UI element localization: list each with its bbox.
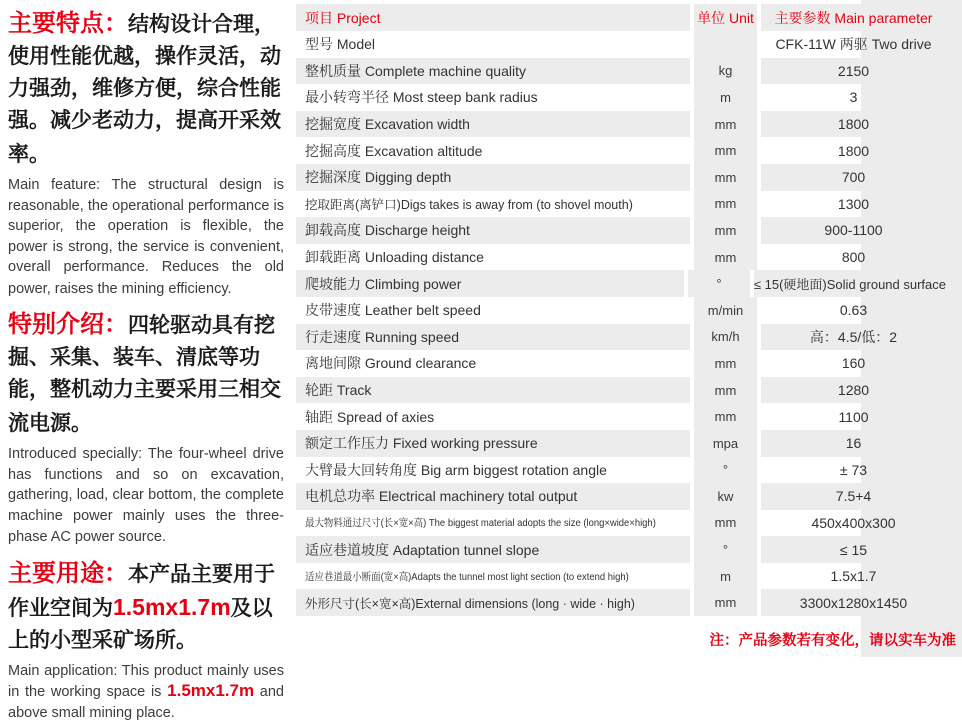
- table-row: [296, 217, 962, 244]
- header-unit: 单位 Unit: [694, 4, 757, 31]
- spec-project-cell: 额定工作压力 Fixed working pressure: [296, 430, 690, 457]
- table-header-row: [296, 4, 962, 31]
- spec-value-cell: 1300: [761, 191, 962, 218]
- spec-value-cell: 700: [761, 164, 962, 191]
- spec-value-cell: 1800: [761, 111, 962, 138]
- table-row: [296, 84, 962, 111]
- spec-unit-cell: mm: [694, 510, 757, 537]
- spec-value-cell: 160: [761, 350, 962, 377]
- spec-unit-cell: [694, 31, 757, 58]
- spec-project-cell: 整机质量 Complete machine quality: [296, 58, 690, 85]
- spec-project-cell: 外形尺寸(长×宽×高)External dimensions (long · wide · high): [296, 589, 690, 616]
- spec-project-cell: 挖掘高度 Excavation altitude: [296, 137, 690, 164]
- table-row: [296, 457, 962, 484]
- main-feature-paragraph-cn: [8, 8, 284, 171]
- main-feature-paragraph-en: [8, 175, 284, 299]
- spec-unit-cell: mm: [694, 164, 757, 191]
- spec-value-cell: 900-1100: [761, 217, 962, 244]
- header-parameter: 主要参数 Main parameter: [761, 4, 962, 31]
- spec-project-cell: 最大物料通过尺寸(长×宽×高) The biggest material adopts the size (long×wide×high): [296, 510, 690, 537]
- spec-project-cell: 轮距 Track: [296, 377, 690, 404]
- table-row: [296, 563, 962, 590]
- spec-project-cell: 适应巷道最小断面(宽×高)Adapts the tunnel most light section (to extend high): [296, 563, 690, 590]
- table-row: [296, 191, 962, 218]
- spec-unit-cell: kw: [694, 483, 757, 510]
- spec-unit-cell: mm: [694, 350, 757, 377]
- spec-value-cell: ≤ 15(硬地面)Solid ground surface: [754, 270, 962, 297]
- spec-project-cell: 卸载距离 Unloading distance: [296, 244, 690, 271]
- spec-value-cell: 3: [761, 84, 962, 111]
- table-row: [296, 324, 962, 351]
- header-project: 项目 Project: [296, 4, 690, 31]
- spec-value-cell: 1800: [761, 137, 962, 164]
- table-row: [296, 589, 962, 616]
- spec-value-cell: 1.5x1.7: [761, 563, 962, 590]
- table-row: [296, 31, 962, 58]
- table-row: [296, 510, 962, 537]
- spec-unit-cell: kg: [694, 58, 757, 85]
- spec-project-cell: 行走速度 Running speed: [296, 324, 690, 351]
- spec-unit-cell: mm: [694, 217, 757, 244]
- spec-project-cell: 爬坡能力 Climbing power: [296, 270, 684, 297]
- spec-value-cell: 1100: [761, 403, 962, 430]
- table-row: [296, 297, 962, 324]
- spec-value-cell: 0.63: [761, 297, 962, 324]
- left-panel: [0, 0, 292, 723]
- spec-project-cell: 挖取距离(离铲口)Digs takes is away from (to shovel mouth): [296, 191, 690, 218]
- table-row: [296, 137, 962, 164]
- table-row: [296, 377, 962, 404]
- spec-unit-cell: mm: [694, 137, 757, 164]
- spec-unit-cell: m/min: [694, 297, 757, 324]
- main-feature-text-en: Main feature: The structural design is reasonable, the operational performance is superior, the operation is flexible, the power is strong, the service is convenient, overall performance. Reduces the old power, raises the mining efficiency.: [8, 177, 284, 297]
- table-row: [296, 483, 962, 510]
- spec-value-cell: ± 73: [761, 457, 962, 484]
- main-application-heading: 主要用途：: [8, 560, 128, 587]
- spec-project-cell: 适应巷道坡度 Adaptation tunnel slope: [296, 536, 690, 563]
- main-feature-text-cn: 结构设计合理，使用性能优越，操作灵活，动力强劲，维修方便，综合性能强。减少老动力，提高开采效率。: [8, 13, 281, 166]
- table-row: [296, 403, 962, 430]
- spec-value-cell: 1280: [761, 377, 962, 404]
- spec-unit-cell: mm: [694, 191, 757, 218]
- spec-unit-cell: mm: [694, 377, 757, 404]
- spec-project-cell: 离地间隙 Ground clearance: [296, 350, 690, 377]
- spec-project-cell: 电机总功率 Electrical machinery total output: [296, 483, 690, 510]
- spec-unit-cell: km/h: [694, 324, 757, 351]
- spec-unit-cell: mm: [694, 244, 757, 271]
- table-row: [296, 164, 962, 191]
- table-row: [296, 111, 962, 138]
- spec-project-cell: 皮带速度 Leather belt speed: [296, 297, 690, 324]
- spec-project-cell: 最小转弯半径 Most steep bank radius: [296, 84, 690, 111]
- spec-value-cell: 3300x1280x1450: [761, 589, 962, 616]
- spec-table-rows: [296, 31, 962, 616]
- spec-table: [296, 4, 962, 616]
- spec-unit-cell: mm: [694, 403, 757, 430]
- spec-value-cell: 800: [761, 244, 962, 271]
- main-application-paragraph-cn: [8, 558, 284, 657]
- spec-project-cell: 大臂最大回转角度 Big arm biggest rotation angle: [296, 457, 690, 484]
- main-application-paragraph-en: [8, 661, 284, 723]
- special-intro-paragraph-cn: [8, 309, 284, 440]
- footnote: 注：产品参数若有变化，请以实车为准: [710, 629, 957, 650]
- special-intro-paragraph-en: [8, 444, 284, 548]
- main-application-text-en: Main application: This product mainly uses in the working space is: [8, 663, 284, 701]
- main-application-highlight-en: 1.5mx1.7m: [167, 681, 254, 700]
- spec-unit-cell: m: [694, 563, 757, 590]
- spec-value-cell: CFK-11W 两驱 Two drive: [761, 31, 962, 58]
- spec-unit-cell: mpa: [694, 430, 757, 457]
- main-application-tail-cn: 及以上的小型采矿场所。: [8, 597, 273, 652]
- spec-project-cell: 轴距 Spread of axies: [296, 403, 690, 430]
- spec-unit-cell: m: [694, 84, 757, 111]
- table-row: [296, 536, 962, 563]
- spec-unit-cell: mm: [694, 111, 757, 138]
- spec-value-cell: 450x400x300: [761, 510, 962, 537]
- spec-value-cell: 高：4.5/低：2: [761, 324, 962, 351]
- spec-unit-cell: °: [694, 457, 757, 484]
- table-row: [296, 270, 962, 297]
- spec-unit-cell: mm: [694, 589, 757, 616]
- main-application-text-cn: 本产品主要用于作业空间为: [8, 563, 275, 620]
- special-intro-text-en: Introduced specially: The four-wheel drive has functions and so on excavation, gathering, load, clear bottom, the complete machine power mainly uses the three-phase AC power source.: [8, 446, 284, 545]
- table-row: [296, 350, 962, 377]
- spec-unit-cell: °: [694, 536, 757, 563]
- special-intro-text-cn: 四轮驱动具有挖掘、采集、装车、清底等功能，整机动力主要采用三相交流电源。: [8, 314, 281, 435]
- spec-project-cell: 挖掘深度 Digging depth: [296, 164, 690, 191]
- spec-value-cell: 7.5+4: [761, 483, 962, 510]
- main-feature-heading: 主要特点：: [8, 10, 128, 37]
- spec-project-cell: 挖掘宽度 Excavation width: [296, 111, 690, 138]
- spec-project-cell: 型号 Model: [296, 31, 690, 58]
- table-row: [296, 58, 962, 85]
- table-row: [296, 244, 962, 271]
- spec-value-cell: ≤ 15: [761, 536, 962, 563]
- spec-unit-cell: °: [688, 270, 750, 297]
- main-application-highlight-cn: 1.5mx1.7m: [113, 594, 231, 620]
- spec-value-cell: 16: [761, 430, 962, 457]
- special-intro-heading: 特别介绍：: [8, 311, 128, 338]
- table-row: [296, 430, 962, 457]
- main-application-tail-en: and above small mining place.: [8, 684, 284, 721]
- spec-project-cell: 卸载高度 Discharge height: [296, 217, 690, 244]
- spec-value-cell: 2150: [761, 58, 962, 85]
